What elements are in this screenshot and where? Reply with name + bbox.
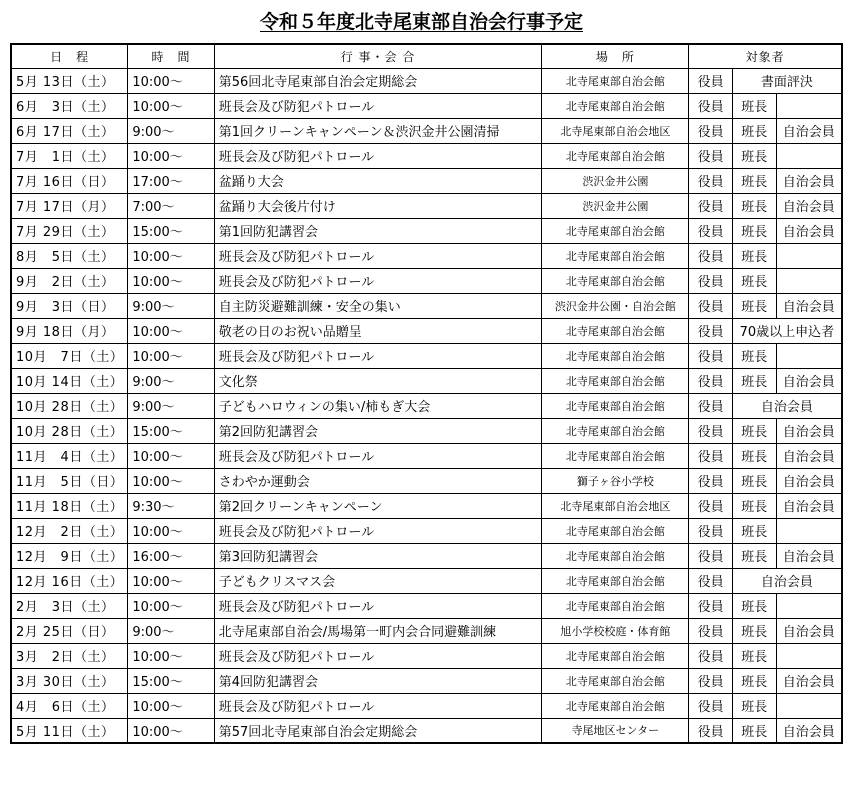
row-target-officer: 役員 xyxy=(689,93,732,118)
row-date: 10月 28日（土） xyxy=(11,393,128,418)
table-row xyxy=(11,418,842,443)
row-time: 7:00～ xyxy=(128,193,214,218)
row-target-officer: 役員 xyxy=(689,218,732,243)
row-target-leader: 班長 xyxy=(732,693,776,718)
row-event: 班長会及び防犯パトロール xyxy=(214,693,542,718)
row-date: 9月 3日（日） xyxy=(11,293,128,318)
row-target-officer: 役員 xyxy=(689,368,732,393)
table-row xyxy=(11,268,842,293)
row-event: 第2回防犯講習会 xyxy=(214,418,542,443)
row-place: 北寺尾東部自治会館 xyxy=(542,543,689,568)
row-place: 北寺尾東部自治会館 xyxy=(542,443,689,468)
row-target-leader: 班長 xyxy=(732,618,776,643)
table-row xyxy=(11,668,842,693)
row-target-member: 自治会員 xyxy=(776,543,842,568)
row-event: 班長会及び防犯パトロール xyxy=(214,93,542,118)
row-time: 15:00～ xyxy=(128,418,214,443)
row-target-member xyxy=(776,93,842,118)
row-target-member: 自治会員 xyxy=(776,493,842,518)
row-target-leader: 班長 xyxy=(732,668,776,693)
row-target-officer: 役員 xyxy=(689,618,732,643)
row-place: 北寺尾東部自治会館 xyxy=(542,68,689,93)
table-row xyxy=(11,543,842,568)
table-row xyxy=(11,343,842,368)
row-target-officer: 役員 xyxy=(689,593,732,618)
schedule-table xyxy=(10,43,843,744)
row-target-leader: 班長 xyxy=(732,718,776,743)
row-date: 8月 5日（土） xyxy=(11,243,128,268)
row-target-officer: 役員 xyxy=(689,543,732,568)
table-row xyxy=(11,393,842,418)
header-date: 日 程 xyxy=(11,44,128,68)
header-row xyxy=(11,44,842,68)
row-event: 第1回クリーンキャンペーン＆渋沢金井公園清掃 xyxy=(214,118,542,143)
table-row xyxy=(11,93,842,118)
row-event: 第2回クリーンキャンペーン xyxy=(214,493,542,518)
row-date: 6月 17日（土） xyxy=(11,118,128,143)
row-target-member: 自治会員 xyxy=(776,218,842,243)
row-date: 9月 18日（月） xyxy=(11,318,128,343)
row-date: 11月 4日（土） xyxy=(11,443,128,468)
row-place: 北寺尾東部自治会館 xyxy=(542,393,689,418)
row-event: 敬老の日のお祝い品贈呈 xyxy=(214,318,542,343)
row-place: 北寺尾東部自治会館 xyxy=(542,268,689,293)
row-time: 9:00～ xyxy=(128,368,214,393)
row-event: 子どもハロウィンの集い/柿もぎ大会 xyxy=(214,393,542,418)
row-time: 10:00～ xyxy=(128,343,214,368)
row-time: 10:00～ xyxy=(128,718,214,743)
row-target-officer: 役員 xyxy=(689,418,732,443)
table-row xyxy=(11,193,842,218)
row-date: 3月 30日（土） xyxy=(11,668,128,693)
row-target-member: 自治会員 xyxy=(776,118,842,143)
row-target-officer: 役員 xyxy=(689,568,732,593)
row-event: さわやか運動会 xyxy=(214,468,542,493)
row-time: 16:00～ xyxy=(128,543,214,568)
row-target-member: 自治会員 xyxy=(776,418,842,443)
row-date: 7月 17日（月） xyxy=(11,193,128,218)
row-target-officer: 役員 xyxy=(689,393,732,418)
row-place: 渋沢金井公園 xyxy=(542,168,689,193)
row-target-officer: 役員 xyxy=(689,718,732,743)
row-place: 渋沢金井公園 xyxy=(542,193,689,218)
row-time: 15:00～ xyxy=(128,218,214,243)
row-event: 第3回防犯講習会 xyxy=(214,543,542,568)
row-date: 12月 16日（土） xyxy=(11,568,128,593)
row-target-member xyxy=(776,518,842,543)
row-target-officer: 役員 xyxy=(689,668,732,693)
table-row xyxy=(11,568,842,593)
row-target-member xyxy=(776,143,842,168)
row-target-member: 自治会員 xyxy=(776,193,842,218)
row-target-note: 自治会員 xyxy=(732,568,842,593)
row-event: 班長会及び防犯パトロール xyxy=(214,518,542,543)
row-target-leader: 班長 xyxy=(732,518,776,543)
row-target-leader: 班長 xyxy=(732,293,776,318)
row-date: 11月 5日（日） xyxy=(11,468,128,493)
row-event: 班長会及び防犯パトロール xyxy=(214,143,542,168)
row-target-leader: 班長 xyxy=(732,93,776,118)
row-target-officer: 役員 xyxy=(689,193,732,218)
row-date: 5月 13日（土） xyxy=(11,68,128,93)
row-event: 盆踊り大会 xyxy=(214,168,542,193)
row-date: 12月 2日（土） xyxy=(11,518,128,543)
row-date: 7月 29日（土） xyxy=(11,218,128,243)
row-target-leader: 班長 xyxy=(732,468,776,493)
row-place: 獅子ヶ谷小学校 xyxy=(542,468,689,493)
row-place: 渋沢金井公園・自治会館 xyxy=(542,293,689,318)
row-date: 9月 2日（土） xyxy=(11,268,128,293)
row-target-officer: 役員 xyxy=(689,118,732,143)
row-target-officer: 役員 xyxy=(689,143,732,168)
row-place: 北寺尾東部自治会地区 xyxy=(542,493,689,518)
row-place: 北寺尾東部自治会館 xyxy=(542,218,689,243)
row-place: 北寺尾東部自治会館 xyxy=(542,143,689,168)
row-event: 班長会及び防犯パトロール xyxy=(214,343,542,368)
row-event: 班長会及び防犯パトロール xyxy=(214,243,542,268)
row-time: 10:00～ xyxy=(128,268,214,293)
row-target-officer: 役員 xyxy=(689,318,732,343)
table-row xyxy=(11,218,842,243)
row-time: 10:00～ xyxy=(128,468,214,493)
row-place: 北寺尾東部自治会館 xyxy=(542,568,689,593)
row-time: 10:00～ xyxy=(128,93,214,118)
row-target-officer: 役員 xyxy=(689,443,732,468)
row-date: 7月 1日（土） xyxy=(11,143,128,168)
schedule-body xyxy=(11,68,842,743)
row-target-leader: 班長 xyxy=(732,268,776,293)
row-time: 9:00～ xyxy=(128,618,214,643)
row-event: 班長会及び防犯パトロール xyxy=(214,268,542,293)
row-target-member: 自治会員 xyxy=(776,618,842,643)
row-time: 10:00～ xyxy=(128,443,214,468)
row-target-officer: 役員 xyxy=(689,343,732,368)
row-target-officer: 役員 xyxy=(689,493,732,518)
row-target-leader: 班長 xyxy=(732,368,776,393)
row-place: 北寺尾東部自治会地区 xyxy=(542,118,689,143)
row-time: 9:00～ xyxy=(128,118,214,143)
row-place: 寺尾地区センター xyxy=(542,718,689,743)
row-date: 2月 3日（土） xyxy=(11,593,128,618)
table-row xyxy=(11,168,842,193)
row-event: 自主防災避難訓練・安全の集い xyxy=(214,293,542,318)
row-target-member: 自治会員 xyxy=(776,468,842,493)
row-target-note: 70歳以上申込者 xyxy=(732,318,842,343)
page-title-text: 令和５年度北寺尾東部自治会行事予定 xyxy=(259,11,583,33)
row-event: 子どもクリスマス会 xyxy=(214,568,542,593)
row-target-note: 自治会員 xyxy=(732,393,842,418)
row-time: 10:00～ xyxy=(128,568,214,593)
row-target-officer: 役員 xyxy=(689,693,732,718)
row-event: 班長会及び防犯パトロール xyxy=(214,593,542,618)
row-event: 第56回北寺尾東部自治会定期総会 xyxy=(214,68,542,93)
row-target-leader: 班長 xyxy=(732,118,776,143)
row-target-officer: 役員 xyxy=(689,168,732,193)
row-target-member xyxy=(776,243,842,268)
header-place: 場 所 xyxy=(542,44,689,68)
table-row xyxy=(11,468,842,493)
row-target-member xyxy=(776,643,842,668)
table-row xyxy=(11,368,842,393)
row-place: 北寺尾東部自治会館 xyxy=(542,643,689,668)
table-row xyxy=(11,293,842,318)
row-target-leader: 班長 xyxy=(732,493,776,518)
row-event: 班長会及び防犯パトロール xyxy=(214,643,542,668)
row-time: 9:00～ xyxy=(128,293,214,318)
row-target-leader: 班長 xyxy=(732,343,776,368)
row-target-member xyxy=(776,268,842,293)
row-target-officer: 役員 xyxy=(689,468,732,493)
row-event: 北寺尾東部自治会/馬場第一町内会合同避難訓練 xyxy=(214,618,542,643)
row-date: 10月 14日（土） xyxy=(11,368,128,393)
header-time: 時 間 xyxy=(128,44,214,68)
row-target-leader: 班長 xyxy=(732,593,776,618)
row-target-leader: 班長 xyxy=(732,243,776,268)
row-date: 2月 25日（日） xyxy=(11,618,128,643)
row-event: 第4回防犯講習会 xyxy=(214,668,542,693)
table-row xyxy=(11,593,842,618)
row-target-member: 自治会員 xyxy=(776,368,842,393)
table-row xyxy=(11,443,842,468)
row-time: 10:00～ xyxy=(128,643,214,668)
row-time: 10:00～ xyxy=(128,318,214,343)
row-target-member xyxy=(776,693,842,718)
table-row xyxy=(11,618,842,643)
row-place: 北寺尾東部自治会館 xyxy=(542,593,689,618)
row-event: 第1回防犯講習会 xyxy=(214,218,542,243)
row-target-officer: 役員 xyxy=(689,243,732,268)
row-place: 北寺尾東部自治会館 xyxy=(542,243,689,268)
table-row xyxy=(11,68,842,93)
row-date: 12月 9日（土） xyxy=(11,543,128,568)
row-place: 北寺尾東部自治会館 xyxy=(542,93,689,118)
row-time: 15:00～ xyxy=(128,668,214,693)
row-event: 第57回北寺尾東部自治会定期総会 xyxy=(214,718,542,743)
row-target-member: 自治会員 xyxy=(776,293,842,318)
row-target-officer: 役員 xyxy=(689,268,732,293)
table-row xyxy=(11,693,842,718)
row-target-leader: 班長 xyxy=(732,193,776,218)
row-date: 3月 2日（土） xyxy=(11,643,128,668)
row-target-officer: 役員 xyxy=(689,643,732,668)
row-time: 17:00～ xyxy=(128,168,214,193)
row-target-member: 自治会員 xyxy=(776,168,842,193)
row-place: 北寺尾東部自治会館 xyxy=(542,693,689,718)
row-place: 北寺尾東部自治会館 xyxy=(542,418,689,443)
row-place: 北寺尾東部自治会館 xyxy=(542,343,689,368)
table-row xyxy=(11,243,842,268)
row-date: 10月 7日（土） xyxy=(11,343,128,368)
row-target-officer: 役員 xyxy=(689,68,732,93)
header-event: 行 事・会 合 xyxy=(214,44,542,68)
row-date: 10月 28日（土） xyxy=(11,418,128,443)
row-date: 5月 11日（土） xyxy=(11,718,128,743)
table-row xyxy=(11,718,842,743)
row-time: 10:00～ xyxy=(128,593,214,618)
row-date: 7月 16日（日） xyxy=(11,168,128,193)
table-row xyxy=(11,318,842,343)
row-time: 10:00～ xyxy=(128,243,214,268)
row-target-leader: 班長 xyxy=(732,418,776,443)
row-time: 10:00～ xyxy=(128,68,214,93)
table-row xyxy=(11,143,842,168)
row-target-member xyxy=(776,593,842,618)
row-target-leader: 班長 xyxy=(732,543,776,568)
row-place: 北寺尾東部自治会館 xyxy=(542,318,689,343)
row-target-member: 自治会員 xyxy=(776,718,842,743)
row-place: 北寺尾東部自治会館 xyxy=(542,368,689,393)
row-target-member: 自治会員 xyxy=(776,668,842,693)
row-target-leader: 班長 xyxy=(732,143,776,168)
table-row xyxy=(11,643,842,668)
row-target-leader: 班長 xyxy=(732,168,776,193)
row-time: 10:00～ xyxy=(128,693,214,718)
row-target-note: 書面評決 xyxy=(732,68,842,93)
row-target-leader: 班長 xyxy=(732,443,776,468)
row-event: 盆踊り大会後片付け xyxy=(214,193,542,218)
row-place: 北寺尾東部自治会館 xyxy=(542,518,689,543)
row-target-leader: 班長 xyxy=(732,218,776,243)
row-time: 9:30～ xyxy=(128,493,214,518)
row-target-member: 自治会員 xyxy=(776,443,842,468)
row-event: 文化祭 xyxy=(214,368,542,393)
row-time: 10:00～ xyxy=(128,143,214,168)
row-event: 班長会及び防犯パトロール xyxy=(214,443,542,468)
row-place: 旭小学校校庭・体育館 xyxy=(542,618,689,643)
row-date: 6月 3日（土） xyxy=(11,93,128,118)
row-date: 4月 6日（土） xyxy=(11,693,128,718)
row-place: 北寺尾東部自治会館 xyxy=(542,668,689,693)
row-target-officer: 役員 xyxy=(689,293,732,318)
header-target: 対象者 xyxy=(689,44,842,68)
row-time: 9:00～ xyxy=(128,393,214,418)
row-target-member xyxy=(776,343,842,368)
table-row xyxy=(11,518,842,543)
row-target-officer: 役員 xyxy=(689,518,732,543)
page-title xyxy=(0,9,843,35)
row-target-leader: 班長 xyxy=(732,643,776,668)
table-row xyxy=(11,493,842,518)
row-date: 11月 18日（土） xyxy=(11,493,128,518)
row-time: 10:00～ xyxy=(128,518,214,543)
table-row xyxy=(11,118,842,143)
